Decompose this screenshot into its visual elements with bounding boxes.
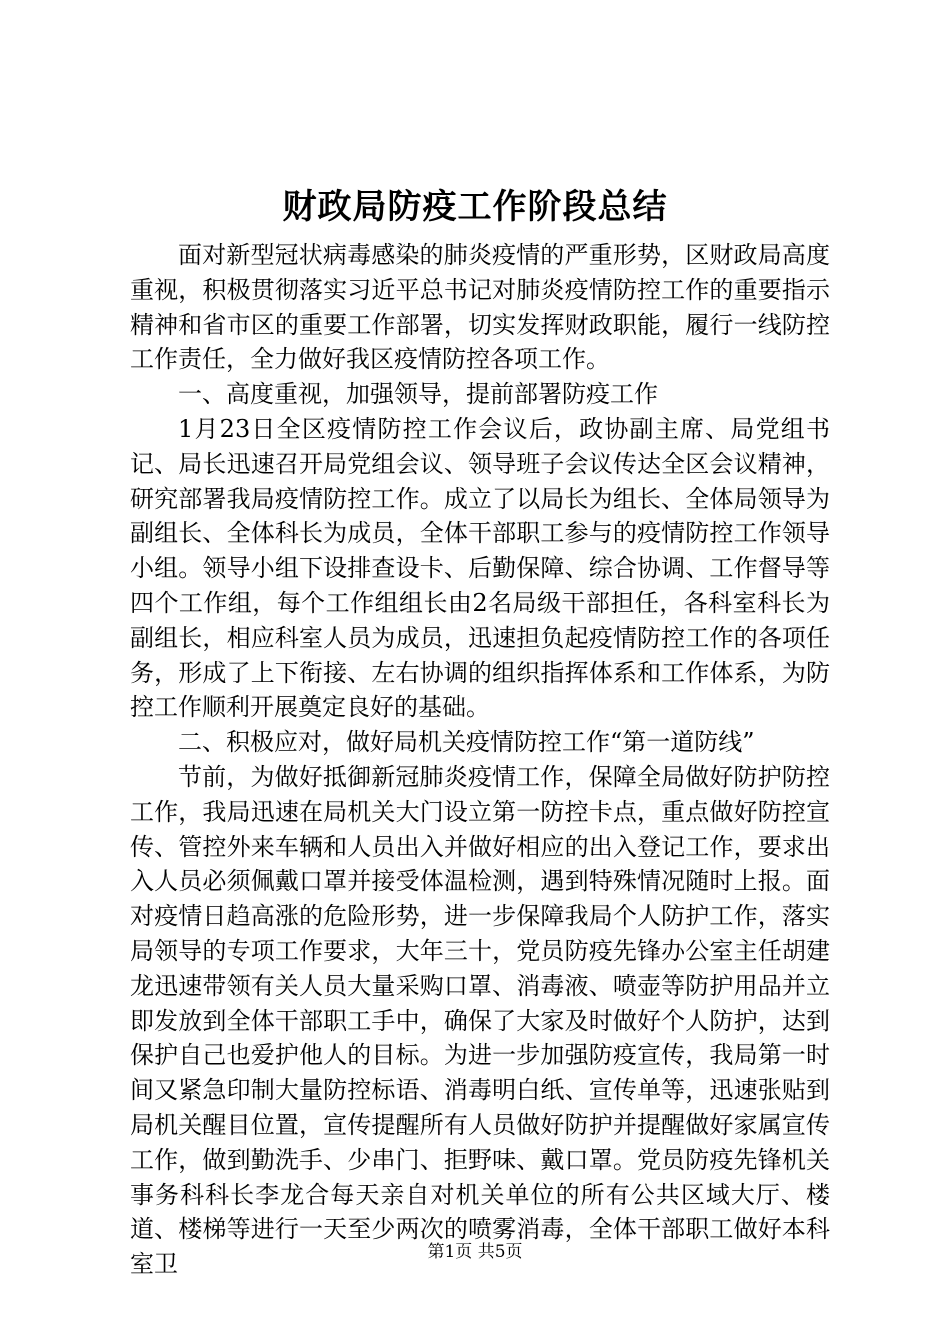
paragraph-intro: 面对新型冠状病毒感染的肺炎疫情的严重形势，区财政局高度重视，积极贯彻落实习近平总书记对肺炎疫情防控工作的重要指示精神和省市区的重要工作部署，切实发挥财政职能，履行一线防控工作责任，全力做好我区疫情防控各项工作。 <box>130 241 830 374</box>
document-title: 财政局防疫工作阶段总结 <box>282 187 668 227</box>
section-heading-1: 一、高度重视，加强领导，提前部署防疫工作 <box>178 380 658 409</box>
paragraph-section-1: 1月23日全区疫情防控工作会议后，政协副主席、局党组书记、局长迅速召开局党组会议、领导班子会议传达全区会议精神，研究部署我局疫情防控工作。成立了以局长为组长、全体局领导为副组长、全体科长为成员，全体干部职工参与的疫情防控工作领导小组。领导小组下设排查设卡、后勤保障、综合协调、工作督导等四个工作组，每个工作组组长由2名局级干部担任，各科室科长为副组长，相应科室人员为成员，迅速担负起疫情防控工作的各项任务，形成了上下衔接、左右协调的组织指挥体系和工作体系，为防控工作顺利开展奠定良好的基础。 <box>130 414 830 722</box>
section-heading-2: 二、积极应对，做好局机关疫情防控工作“第一道防线” <box>178 728 755 757</box>
paragraph-section-2: 节前，为做好抵御新冠肺炎疫情工作，保障全局做好防护防控工作，我局迅速在局机关大门设立第一防控卡点，重点做好防控宣传、管控外来车辆和人员出入并做好相应的出入登记工作，要求出入人员必须佩戴口罩并接受体温检测，遇到特殊情况随时上报。面对疫情日趋高涨的危险形势，进一步保障我局个人防护工作，落实局领导的专项工作要求，大年三十，党员防疫先锋办公室主任胡建龙迅速带领有关人员大量采购口罩、消毒液、喷壶等防护用品并立即发放到全体干部职工手中，确保了大家及时做好个人防护，达到保护自己也爱护他人的目标。为进一步加强防疫宣传，我局第一时间又紧急印制大量防控标语、消毒明白纸、宣传单等，迅速张贴到局机关醒目位置，宣传提醒所有人员做好防护并提醒做好家属宣传工作，做到勤洗手、少串门、拒野味、戴口罩。党员防疫先锋机关事务科科长李龙合每天亲自对机关单位的所有公共区域大厅、楼道、楼梯等进行一天至少两次的喷雾消毒，全体干部职工做好本科室卫 <box>130 762 830 1279</box>
page-footer: 第1页 共5页 <box>427 1242 523 1262</box>
document-body <box>130 238 830 1282</box>
